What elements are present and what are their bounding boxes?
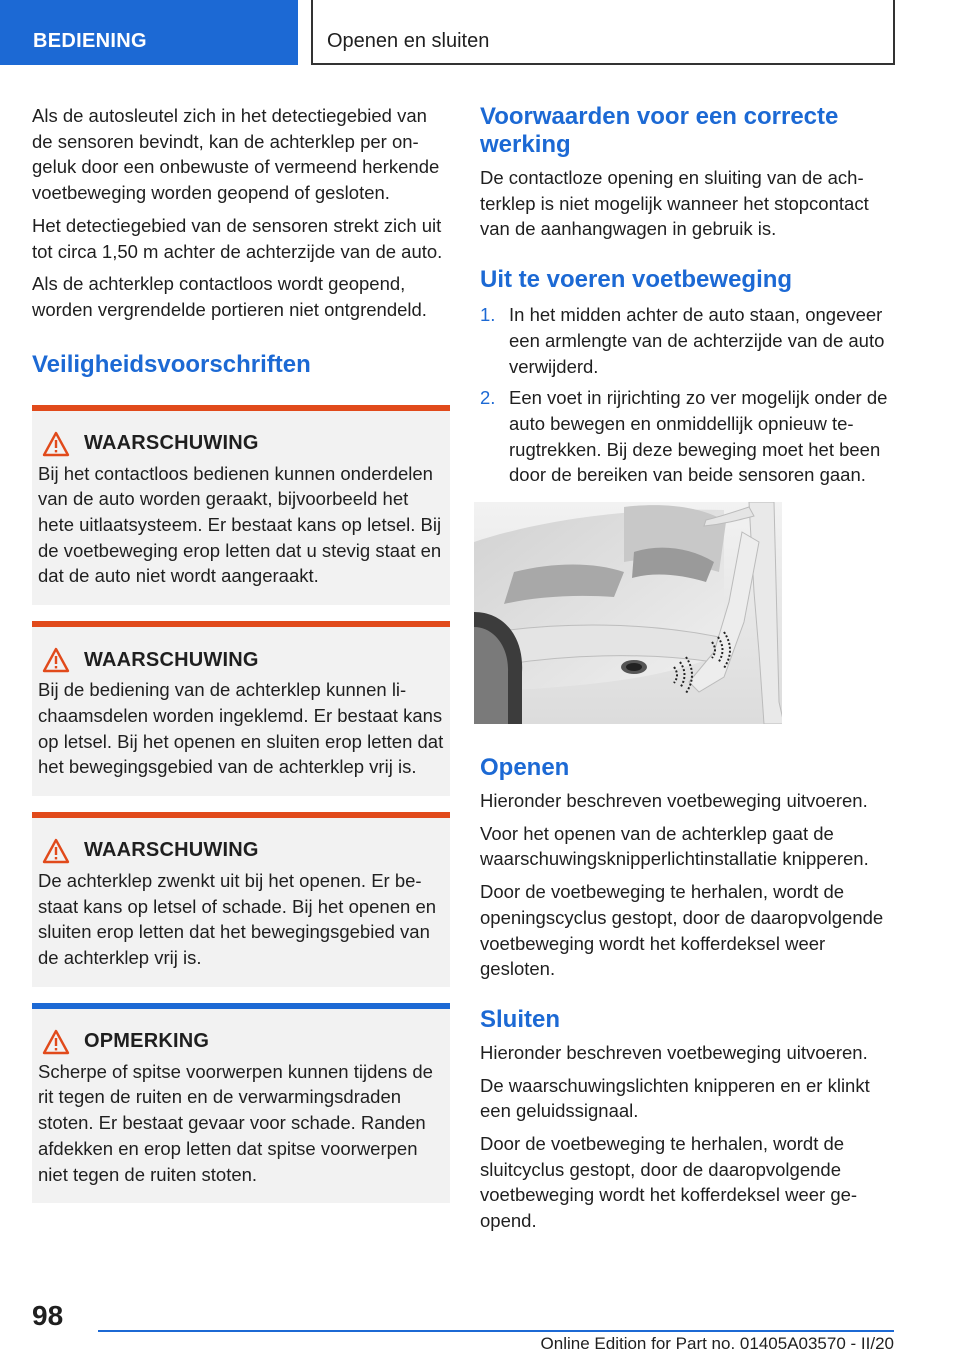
step-number: 2. bbox=[480, 387, 496, 409]
chapter-tab bbox=[0, 0, 298, 65]
list-item bbox=[480, 385, 898, 488]
open-paragraph: Door de voetbeweging te herhalen, wordt de openingscyclus gestopt, door de daaropvolgende voetbeweging wordt het kofferdeksel weer gesloten. bbox=[480, 881, 884, 980]
foot-gesture-illustration bbox=[474, 502, 782, 724]
warning-text: Bij het contactloos bedienen kunnen onderdelen van de auto worden geraakt, bijvoorbeeld het hete uitlaatsysteem. Er bestaat kans op letsel. Bij de voetbeweging erop letten dat u stevig staat en dat de auto niet wordt aangeraakt. bbox=[38, 462, 442, 587]
warning-title: WAARSCHUWING bbox=[84, 648, 259, 671]
intro-paragraph: Als de autosleutel zich in het detectiegebied van de sensoren bevindt, kan de achterklep per ongeluk door een onbewuste of vermeend herkende voetbeweging worden geopend of gesloten. bbox=[32, 105, 440, 204]
step-number: 1. bbox=[480, 304, 496, 326]
safety-heading: Veiligheidsvoorschriften bbox=[32, 350, 311, 378]
open-paragraph: Hieronder beschreven voetbeweging uitvoeren. bbox=[480, 790, 868, 812]
movement-heading: Uit te voeren voetbeweging bbox=[480, 266, 793, 294]
warning-title: WAARSCHUWING bbox=[84, 839, 259, 862]
close-heading: Sluiten bbox=[480, 1005, 561, 1033]
edition-text: Online Edition for Part no. 01405A03570 - II/20 bbox=[540, 1334, 894, 1353]
warning-title: WAARSCHUWING bbox=[84, 432, 259, 455]
warning-triangle-icon bbox=[42, 1029, 70, 1055]
open-heading: Openen bbox=[480, 754, 570, 782]
section-header bbox=[311, 0, 895, 65]
conditions-text: De contactloze opening en sluiting van de achterklep is niet mogelijk wanneer het stopcontact van de aanhangwagen in gebruik is. bbox=[480, 167, 869, 240]
footer-divider bbox=[98, 1330, 894, 1332]
intro-paragraph: Als de achterklep contactloos wordt geopend, worden vergrendelde portieren niet ontgrendeld. bbox=[32, 273, 427, 320]
close-paragraph: Hieronder beschreven voetbeweging uitvoeren. bbox=[480, 1041, 868, 1063]
car-rear-illustration bbox=[474, 502, 782, 724]
warning-text: Bij de bediening van de achterklep kunnen lichaamsdelen worden ingeklemd. Er bestaat kans op letsel. Bij het openen en sluiten erop letten dat het bewegingsgebied van de achterklep vrij is. bbox=[38, 679, 444, 778]
warning-box bbox=[32, 405, 450, 606]
conditions-heading: Voorwaarden voor een correcte werking bbox=[480, 103, 839, 158]
warning-box bbox=[32, 621, 450, 796]
note-title: OPMERKING bbox=[84, 1030, 210, 1053]
close-paragraph: Door de voetbeweging te herhalen, wordt de sluitcyclus gestopt, door de daaropvolgende voetbeweging wordt het kofferdeksel weer geopend. bbox=[480, 1133, 858, 1232]
warning-box bbox=[32, 812, 450, 987]
warning-text: De achterklep zwenkt uit bij het openen. Er bestaat kans op letsel of schade. Bij het openen en sluiten erop letten dat het bewegingsgebied van de achterklep vrij is. bbox=[38, 869, 437, 969]
left-column bbox=[32, 103, 450, 1219]
note-text: Scherpe of spitse voorwerpen kunnen tijdens de rit tegen de ruiten en de verwarmingsdraden stoten. Er bestaat gevaar voor schade. Randen afdekken en erop letten dat spitse voorwerpen niet tegen de ruiten stoten. bbox=[38, 1060, 433, 1185]
warning-triangle-icon bbox=[42, 647, 70, 673]
close-paragraph: De waarschuwingslichten knipperen en er klinkt een geluidssignaal. bbox=[480, 1074, 870, 1122]
chapter-title: BEDIENING bbox=[33, 30, 147, 52]
warning-triangle-icon bbox=[42, 431, 70, 457]
step-text: Een voet in rijrichting zo ver mogelijk onder de auto bewegen en onmiddellijk opnieuw terugtrekken. Bij deze beweging moet het been door de bereiken van beide sensoren gaan. bbox=[509, 387, 888, 486]
intro-paragraph: Het detectiegebied van de sensoren strekt zich uit tot circa 1,50 m achter de achterzijde van de auto. bbox=[32, 214, 443, 262]
right-column bbox=[480, 103, 898, 1241]
warning-triangle-icon bbox=[42, 838, 70, 864]
step-text: In het midden achter de auto staan, ongeveer een armlengte van de achterzijde van de auto verwijderd. bbox=[509, 304, 885, 377]
section-title: Openen en sluiten bbox=[327, 30, 490, 52]
open-paragraph: Voor het openen van de achterklep gaat de waarschuwingsknipperlichtinstallatie knipperen. bbox=[480, 822, 869, 870]
page-number: 98 bbox=[32, 1300, 64, 1331]
steps-list bbox=[480, 302, 898, 488]
note-box bbox=[32, 1003, 450, 1204]
list-item bbox=[480, 302, 898, 379]
